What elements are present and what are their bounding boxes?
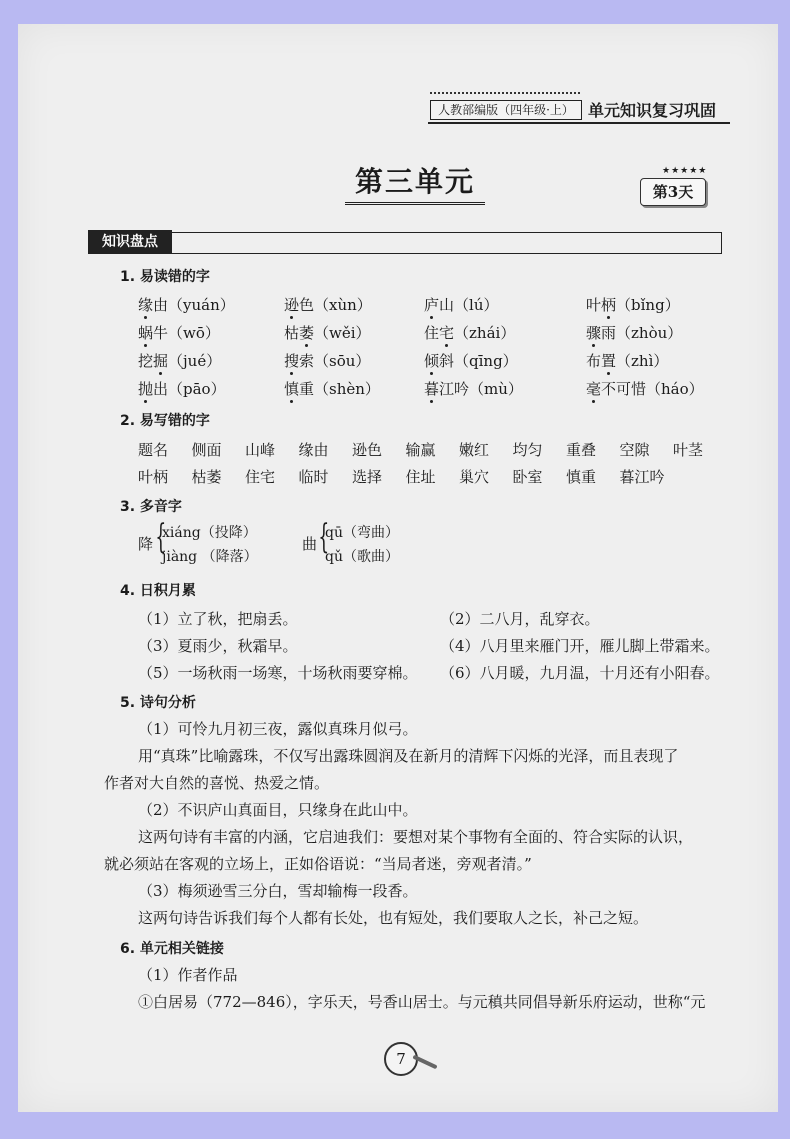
misread-word bbox=[424, 294, 498, 315]
poem-line: （2）不识庐山真面目，只缘身在此山中。 bbox=[138, 801, 418, 819]
emphasis-char: 掘 bbox=[153, 352, 169, 370]
misread-word bbox=[138, 322, 220, 343]
brace-icon: { bbox=[318, 517, 330, 557]
word-part: 牛（wō） bbox=[153, 324, 220, 342]
miswritten-word: 选择 bbox=[352, 468, 383, 486]
analysis-text: 作者对大自然的喜悦、热爱之情。 bbox=[104, 774, 330, 792]
header-dots bbox=[430, 92, 580, 98]
s2-title: 2. 易写错的字 bbox=[120, 413, 210, 429]
miswritten-word: 慎重 bbox=[566, 468, 597, 486]
word-part: 江吟（mù） bbox=[439, 380, 523, 398]
header-rule bbox=[428, 122, 730, 124]
miswritten-word: 重叠 bbox=[566, 441, 597, 459]
miswritten-word: 空隙 bbox=[619, 441, 650, 459]
miswritten-word: 侧面 bbox=[191, 441, 222, 459]
proverb-item: （2）二八月，乱穿衣。 bbox=[440, 610, 600, 628]
miswritten-word: 输赢 bbox=[405, 441, 436, 459]
s3-title: 3. 多音字 bbox=[120, 499, 182, 515]
header-title: 单元知识复习巩固 bbox=[588, 101, 717, 120]
analysis-text: 这两句诗有丰富的内涵，它启迪我们：要想对某个事物有全面的、符合实际的认识， bbox=[138, 828, 694, 846]
proverb-item: （5）一场秋雨一场寒，十场秋雨要穿棉。 bbox=[138, 664, 418, 682]
proverb-item: （6）八月暖，九月温，十月还有小阳春。 bbox=[440, 664, 720, 682]
emphasis-char: 慎 bbox=[284, 380, 300, 398]
emphasis-char: 倾 bbox=[424, 352, 440, 370]
unit-title: 第三单元 bbox=[354, 165, 475, 198]
polyphone-char-2: 曲 bbox=[302, 535, 318, 553]
word-part: 枯 bbox=[284, 324, 300, 342]
emphasis-char: 蜗 bbox=[138, 324, 154, 342]
section-bar bbox=[88, 232, 722, 254]
word-part: （zhái） bbox=[454, 324, 516, 342]
word-part: 出（pāo） bbox=[153, 380, 226, 398]
poem-line: （1）可怜九月初三夜，露似真珠月似弓。 bbox=[138, 720, 418, 738]
word-part: 由（yuán） bbox=[153, 296, 235, 314]
word-part: 色（xùn） bbox=[299, 296, 372, 314]
emphasis-char: 置 bbox=[601, 352, 617, 370]
misread-word bbox=[586, 350, 668, 371]
brace-icon: { bbox=[155, 517, 167, 557]
word-part: 叶 bbox=[586, 296, 602, 314]
link-text: ①白居易（772—846），字乐天，号香山居士。与元稹共同倡导新乐府运动，世称“元 bbox=[138, 993, 706, 1011]
emphasis-char: 庐 bbox=[424, 296, 440, 314]
miswritten-word: 叶茎 bbox=[673, 441, 704, 459]
miswritten-word: 均匀 bbox=[512, 441, 543, 459]
word-part: 重（shèn） bbox=[299, 380, 380, 398]
word-part: （wěi） bbox=[314, 324, 371, 342]
word-part: 山（lú） bbox=[439, 296, 499, 314]
s6-title: 6. 单元相关链接 bbox=[120, 941, 224, 957]
misread-word bbox=[284, 294, 372, 315]
emphasis-char: 逊 bbox=[284, 296, 300, 314]
misread-word bbox=[138, 294, 235, 315]
word-part: （zhì） bbox=[616, 352, 669, 370]
emphasis-char: 缘 bbox=[138, 296, 154, 314]
word-part: 斜（qīng） bbox=[439, 352, 518, 370]
emphasis-char: 骤 bbox=[586, 324, 602, 342]
miswritten-word: 临时 bbox=[298, 468, 329, 486]
emphasis-char: 萎 bbox=[299, 324, 315, 342]
analysis-text: 就必须站在客观的立场上，正如俗语说：“当局者迷，旁观者清。” bbox=[104, 855, 532, 873]
proverb-item: （4）八月里来雁门开，雁儿脚上带霜来。 bbox=[440, 637, 720, 655]
miswritten-word: 缘由 bbox=[298, 441, 329, 459]
polyphone-char-1: 降 bbox=[138, 535, 154, 553]
word-part: 挖 bbox=[138, 352, 154, 370]
poem-line: （3）梅须逊雪三分白，雪却输梅一段香。 bbox=[138, 882, 418, 900]
word-part: 住 bbox=[424, 324, 440, 342]
miswritten-word: 住址 bbox=[405, 468, 436, 486]
miswritten-word: 枯萎 bbox=[191, 468, 222, 486]
book-edition-label: 人教部编版（四年级·上） bbox=[430, 100, 582, 120]
analysis-text: 这两句诗告诉我们每个人都有长处，也有短处，我们要取人之长，补己之短。 bbox=[138, 909, 649, 927]
emphasis-char: 柄 bbox=[601, 296, 617, 314]
page-number: 7 bbox=[384, 1042, 418, 1076]
star-icon: ★★★★★ bbox=[662, 166, 708, 176]
polyphone-1b: jiàng （降落） bbox=[162, 549, 258, 565]
word-part: 索（sōu） bbox=[299, 352, 371, 370]
miswritten-word: 叶柄 bbox=[138, 468, 169, 486]
emphasis-char: 暮 bbox=[424, 380, 440, 398]
word-part: 不可惜（háo） bbox=[601, 380, 704, 398]
misread-word bbox=[138, 350, 221, 371]
miswritten-word: 住宅 bbox=[245, 468, 276, 486]
word-part: 布 bbox=[586, 352, 602, 370]
day-badge: 第3天 bbox=[640, 178, 706, 206]
misread-word bbox=[586, 294, 680, 315]
miswritten-word: 题名 bbox=[138, 441, 169, 459]
word-part: （jué） bbox=[168, 352, 222, 370]
misread-word bbox=[586, 378, 704, 399]
misread-word bbox=[586, 322, 682, 343]
word-part: （bǐng） bbox=[616, 296, 680, 314]
unit-title-underline bbox=[345, 202, 485, 205]
s4-title: 4. 日积月累 bbox=[120, 583, 196, 599]
polyphone-1a: xiáng（投降） bbox=[162, 525, 257, 541]
s5-title: 5. 诗句分析 bbox=[120, 695, 196, 711]
emphasis-char: 宅 bbox=[439, 324, 455, 342]
polyphone-2b: qǔ（歌曲） bbox=[325, 549, 399, 565]
emphasis-char: 搜 bbox=[284, 352, 300, 370]
miswritten-word: 逊色 bbox=[352, 441, 383, 459]
misread-word bbox=[284, 350, 370, 371]
misread-word bbox=[424, 378, 523, 399]
section-bar-label: 知识盘点 bbox=[88, 230, 172, 254]
misread-word bbox=[138, 378, 226, 399]
misread-word bbox=[284, 378, 380, 399]
miswritten-word: 巢穴 bbox=[459, 468, 490, 486]
analysis-text: 用“真珠”比喻露珠，不仅写出露珠圆润及在新月的清辉下闪烁的光泽，而且表现了 bbox=[138, 747, 679, 765]
s1-title: 1. 易读错的字 bbox=[120, 269, 210, 285]
word-part: 雨（zhòu） bbox=[601, 324, 683, 342]
emphasis-char: 毫 bbox=[586, 380, 602, 398]
miswritten-word: 暮江吟 bbox=[619, 468, 665, 486]
misread-word bbox=[424, 322, 515, 343]
polyphone-2a: qū（弯曲） bbox=[325, 525, 399, 541]
miswritten-word: 卧室 bbox=[512, 468, 543, 486]
miswritten-word: 山峰 bbox=[245, 441, 276, 459]
miswritten-word: 嫩红 bbox=[459, 441, 490, 459]
proverb-item: （3）夏雨少，秋霜早。 bbox=[138, 637, 298, 655]
emphasis-char: 抛 bbox=[138, 380, 154, 398]
proverb-item: （1）立了秋，把扇丢。 bbox=[138, 610, 298, 628]
misread-word bbox=[424, 350, 518, 371]
link-subtitle: （1）作者作品 bbox=[138, 966, 238, 984]
misread-word bbox=[284, 322, 371, 343]
